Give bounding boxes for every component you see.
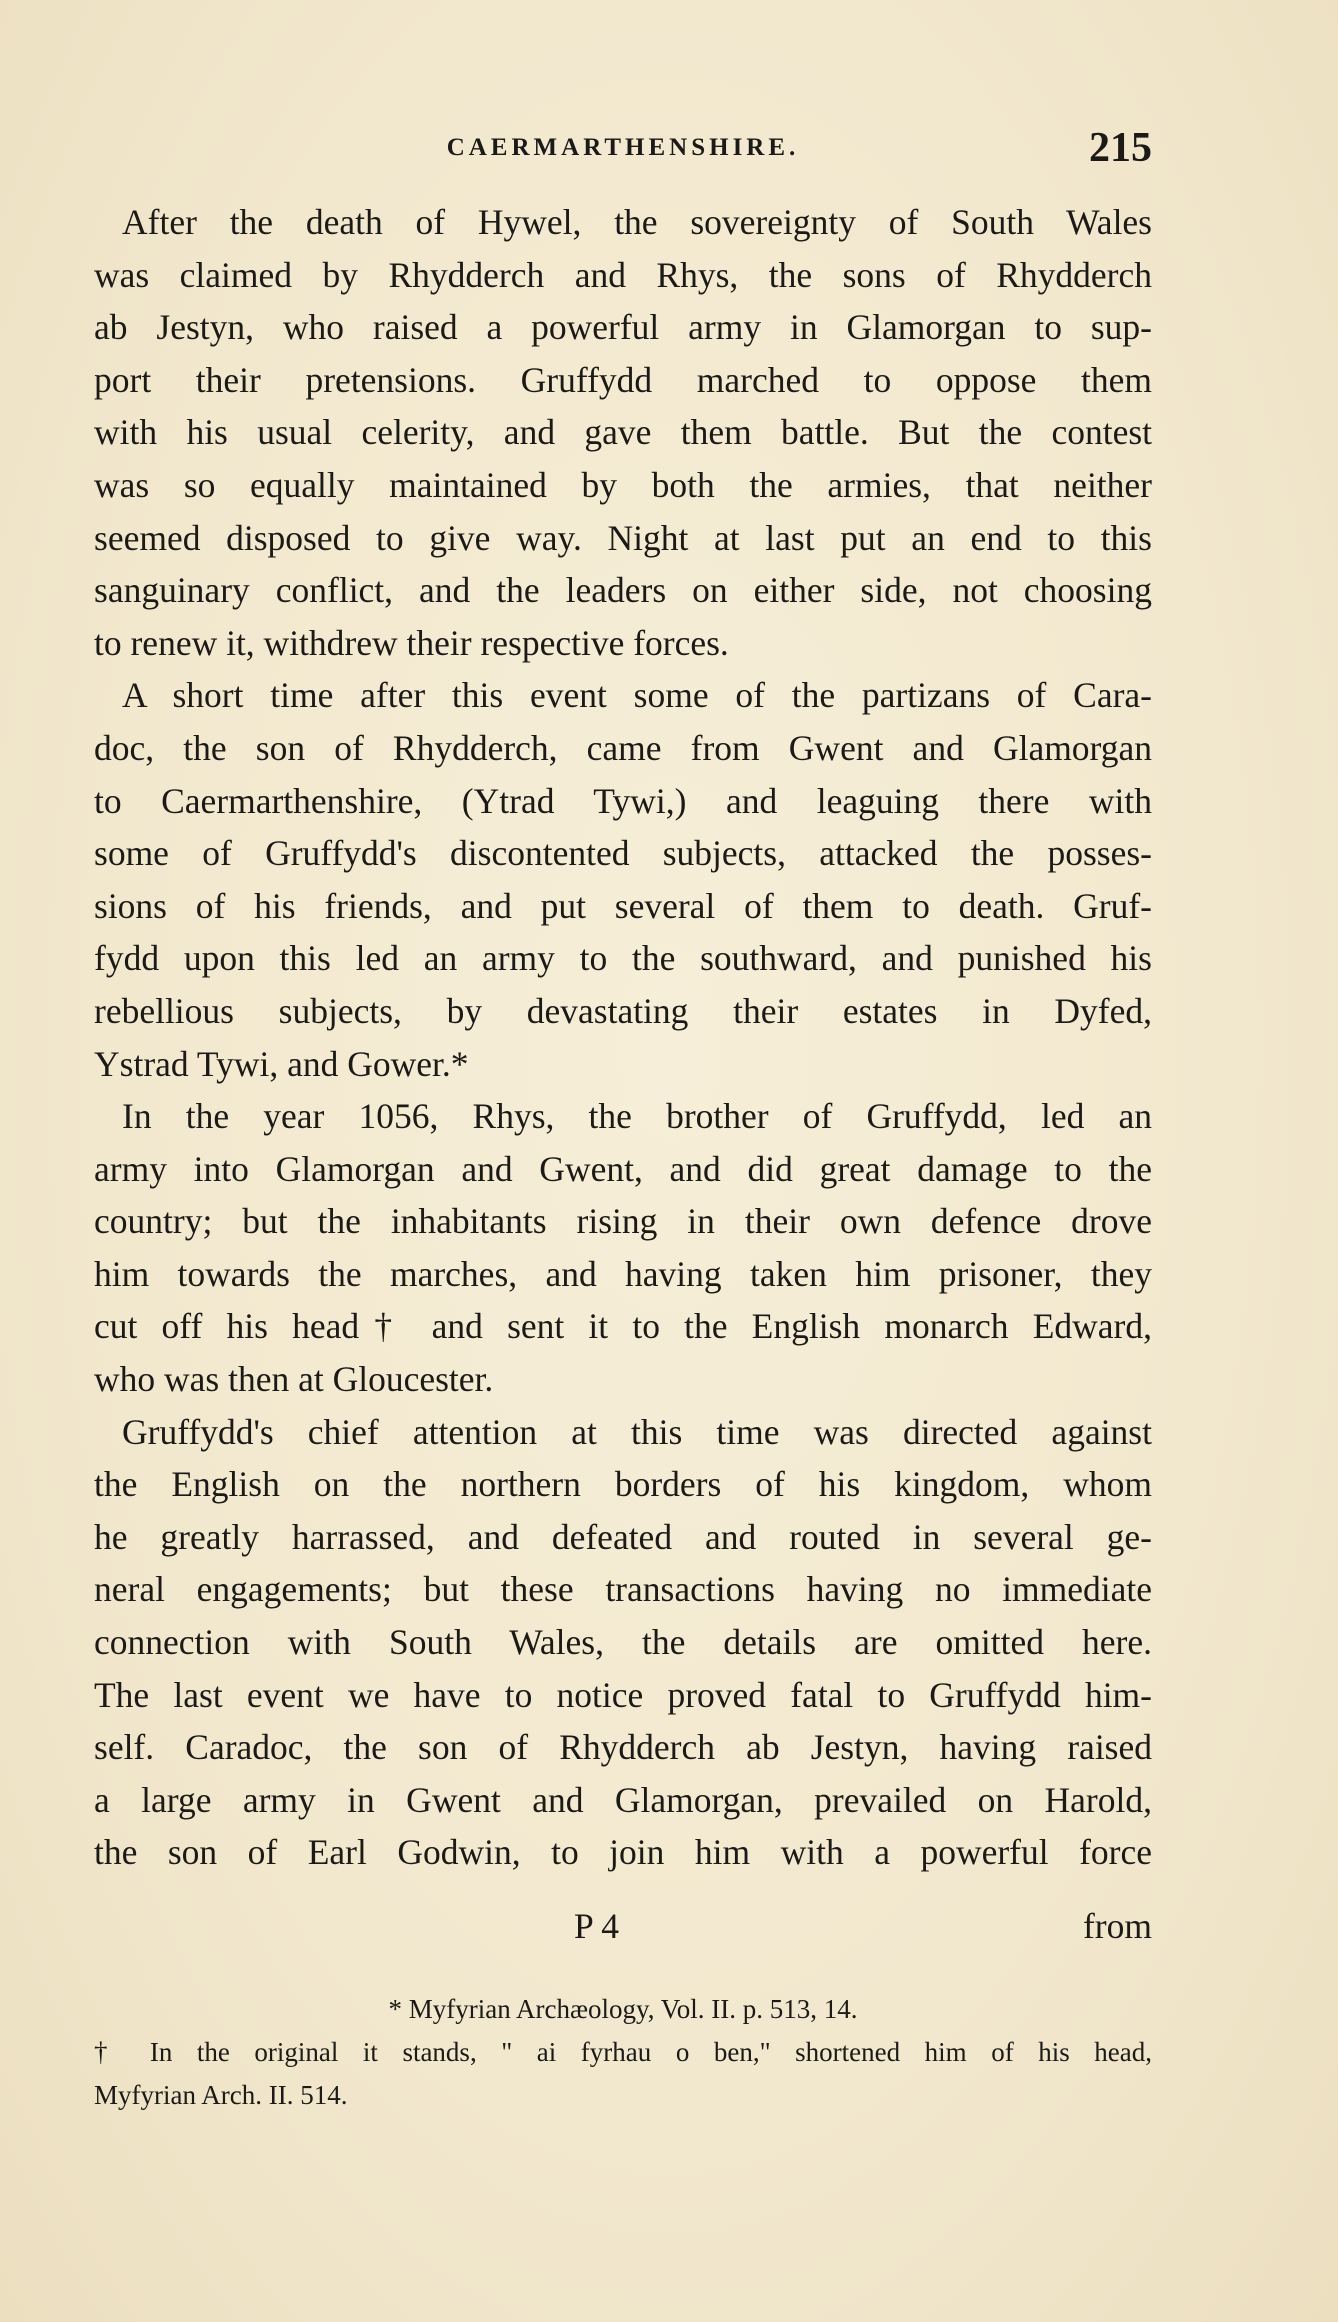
- text-line: he greatly harrassed, and defeated and routed in several ge-: [94, 1516, 1152, 1557]
- text-line: connection with South Wales, the details are omitted here.: [94, 1622, 1152, 1663]
- footnote-continuation: Myfyrian Arch. II. 514.: [94, 2080, 348, 2110]
- footnotes: [94, 1988, 1152, 2117]
- text-line: was claimed by Rhydderch and Rhys, the sons of Rhydderch: [94, 254, 1152, 295]
- text-line: a large army in Gwent and Glamorgan, prevailed on Harold,: [94, 1779, 1152, 1820]
- text-line: Ystrad Tywi, and Gower.*: [94, 1043, 469, 1084]
- text-line: doc, the son of Rhydderch, came from Gwent and Glamorgan: [94, 727, 1152, 768]
- text-line: After the death of Hywel, the sovereignty of South Wales: [122, 202, 1152, 242]
- running-title: CAERMARTHENSHIRE.: [446, 134, 800, 161]
- text-line: army into Glamorgan and Gwent, and did great damage to the: [94, 1148, 1152, 1189]
- text-line: A short time after this event some of the partizans of Cara-: [122, 675, 1152, 716]
- text-line: country; but the inhabitants rising in their own defence drove: [94, 1201, 1152, 1242]
- text-line: cut off his head† and sent it to the English monarch Edward,: [94, 1306, 1152, 1347]
- text-line: Gruffydd's chief attention at this time was directed against: [122, 1411, 1152, 1452]
- text-line: sanguinary conflict, and the leaders on either side, not choosing: [94, 570, 1152, 611]
- text-line: port their pretensions. Gruffydd marched to oppose them: [94, 359, 1152, 400]
- catchword: from: [1082, 1906, 1152, 1946]
- text-line: was so equally maintained by both the armies, that neither: [94, 464, 1152, 505]
- page-number: 215: [1089, 125, 1152, 171]
- text-line: self. Caradoc, the son of Rhydderch ab Jestyn, having raised: [94, 1727, 1152, 1768]
- text-line: neral engagements; but these transactions having no immediate: [94, 1569, 1152, 1610]
- text-line: fydd upon this led an army to the southward, and punished his: [94, 938, 1152, 979]
- text-line: to Caermarthenshire, (Ytrad Tywi,) and leaguing there with: [94, 780, 1152, 821]
- text-line: seemed disposed to give way. Night at last put an end to this: [94, 517, 1152, 558]
- text-line: rebellious subjects, by devastating their estates in Dyfed,: [94, 990, 1152, 1031]
- page-header: [94, 125, 1152, 180]
- text-line: who was then at Gloucester.: [94, 1359, 494, 1400]
- text-line: In the year 1056, Rhys, the brother of Gruffydd, led an: [122, 1096, 1152, 1137]
- text-line: ab Jestyn, who raised a powerful army in Glamorgan to sup-: [94, 307, 1152, 348]
- footnote: * Myfyrian Archæology, Vol. II. p. 513, 14.: [388, 1994, 858, 2024]
- body-text: [94, 196, 1152, 1879]
- text-line: the son of Earl Godwin, to join him with a powerful force: [94, 1832, 1152, 1873]
- text-line: sions of his friends, and put several of them to death. Gruf-: [94, 885, 1152, 926]
- text-line: the English on the northern borders of his kingdom, whom: [94, 1464, 1152, 1505]
- text-line: The last event we have to notice proved fatal to Gruffydd him-: [94, 1674, 1152, 1715]
- text-line: some of Gruffydd's discontented subjects, attacked the posses-: [94, 833, 1152, 874]
- text-line: with his usual celerity, and gave them battle. But the contest: [94, 412, 1152, 453]
- signature-mark: P 4: [574, 1906, 620, 1946]
- text-line: to renew it, withdrew their respective forces.: [94, 622, 729, 663]
- footnote: † In the original it stands, " ai fyrhau o ben," shortened him of his head,: [94, 2037, 1152, 2067]
- page-footer: [94, 1900, 1152, 1952]
- text-line: him towards the marches, and having taken him prisoner, they: [94, 1253, 1152, 1294]
